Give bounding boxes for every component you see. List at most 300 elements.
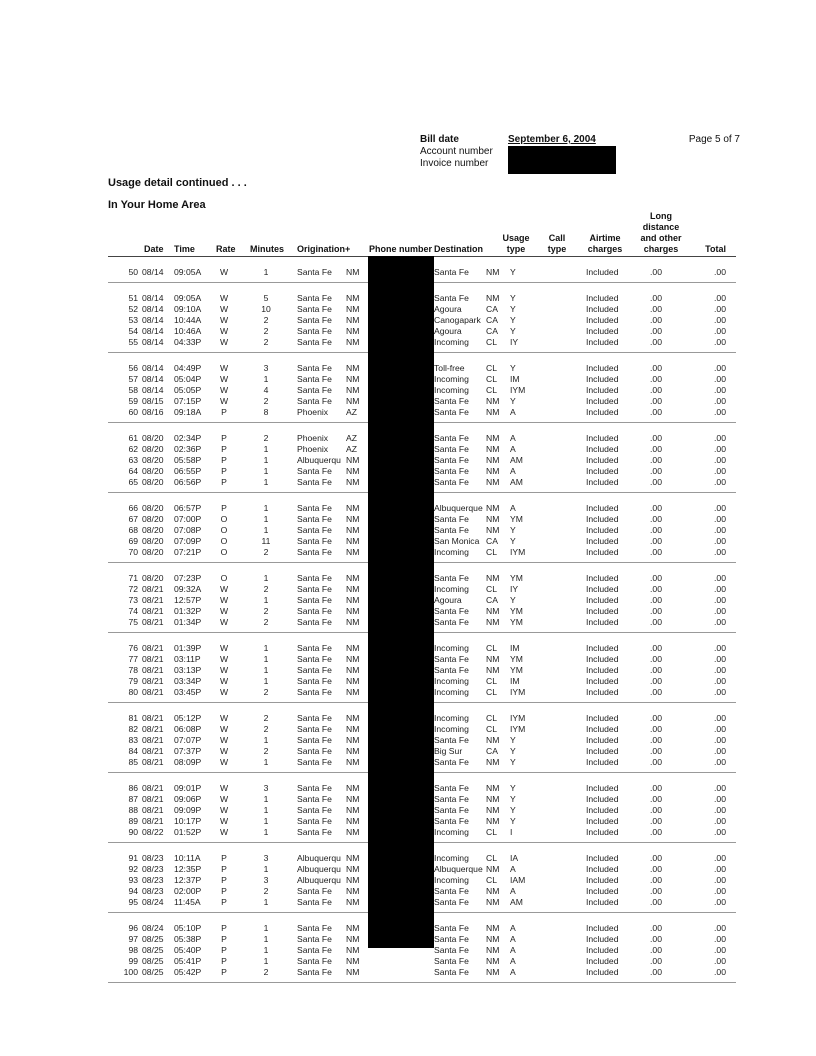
- cell-destination-city: Santa Fe: [434, 886, 469, 896]
- cell-origination-state: NM: [346, 665, 360, 675]
- cell-rate: P: [221, 886, 227, 896]
- cell-minutes: 2: [263, 606, 269, 616]
- cell-date: 08/21: [142, 724, 164, 734]
- cell-time: 09:06P: [174, 794, 202, 804]
- cell-origination-city: Santa Fe: [297, 514, 332, 524]
- cell-origination-city: Albuquerqu: [297, 875, 341, 885]
- cell-origination-city: Santa Fe: [297, 293, 332, 303]
- cell-time: 07:15P: [174, 396, 202, 406]
- cell-time: 09:09P: [174, 805, 202, 815]
- cell-rate: P: [221, 956, 227, 966]
- cell-total: .00: [714, 337, 726, 347]
- cell-total: .00: [714, 573, 726, 583]
- cell-minutes: 1: [263, 665, 269, 675]
- cell-origination-state: NM: [346, 326, 360, 336]
- cell-time: 11:45A: [174, 897, 201, 907]
- cell-destination-state: NM: [486, 816, 500, 826]
- cell-minutes: 2: [263, 687, 269, 697]
- cell-rate: O: [220, 525, 228, 535]
- cell-time: 10:46A: [174, 326, 202, 336]
- cell-index: 96: [128, 923, 138, 933]
- cell-airtime: Included: [586, 617, 619, 627]
- cell-origination-state: NM: [346, 713, 360, 723]
- cell-index: 98: [128, 945, 138, 955]
- cell-rate: W: [219, 805, 229, 815]
- cell-usage-type: A: [510, 466, 516, 476]
- cell-destination-state: NM: [486, 897, 500, 907]
- cell-total: .00: [714, 267, 726, 277]
- cell-destination-city: Santa Fe: [434, 444, 469, 454]
- cell-usage-type: A: [510, 886, 516, 896]
- cell-long-distance: .00: [650, 746, 662, 756]
- cell-usage-type: Y: [510, 746, 516, 756]
- cell-date: 08/23: [142, 886, 164, 896]
- cell-index: 59: [128, 396, 138, 406]
- cell-destination-state: CL: [486, 875, 497, 885]
- cell-total: .00: [714, 326, 726, 336]
- cell-index: 90: [128, 827, 138, 837]
- cell-origination-city: Albuquerqu: [297, 455, 341, 465]
- cell-date: 08/23: [142, 853, 164, 863]
- cell-airtime: Included: [586, 713, 619, 723]
- col-usage-type: Usage type: [502, 233, 530, 254]
- cell-origination-city: Santa Fe: [297, 337, 332, 347]
- cell-date: 08/21: [142, 746, 164, 756]
- cell-origination-city: Santa Fe: [297, 396, 332, 406]
- cell-origination-state: NM: [346, 886, 360, 896]
- col-origination: Origination+: [297, 244, 351, 254]
- cell-origination-city: Santa Fe: [297, 757, 332, 767]
- cell-rate: O: [220, 536, 228, 546]
- cell-usage-type: AM: [510, 455, 523, 465]
- cell-destination-state: CL: [486, 643, 497, 653]
- cell-destination-city: Big Sur: [434, 746, 463, 756]
- cell-index: 80: [128, 687, 138, 697]
- cell-rate: P: [221, 444, 227, 454]
- cell-minutes: 2: [263, 617, 269, 627]
- cell-time: 07:08P: [174, 525, 202, 535]
- cell-destination-state: CA: [486, 326, 498, 336]
- cell-minutes: 1: [263, 897, 269, 907]
- cell-date: 08/20: [142, 466, 164, 476]
- cell-airtime: Included: [586, 385, 619, 395]
- cell-origination-state: NM: [346, 374, 360, 384]
- cell-date: 08/20: [142, 503, 164, 513]
- cell-long-distance: .00: [650, 315, 662, 325]
- cell-origination-city: Santa Fe: [297, 643, 332, 653]
- cell-long-distance: .00: [650, 897, 662, 907]
- cell-minutes: 2: [263, 326, 269, 336]
- cell-usage-type: A: [510, 444, 516, 454]
- cell-total: .00: [714, 805, 726, 815]
- cell-destination-city: Santa Fe: [434, 606, 469, 616]
- cell-total: .00: [714, 956, 726, 966]
- cell-index: 60: [128, 407, 138, 417]
- cell-index: 70: [128, 547, 138, 557]
- cell-time: 03:13P: [174, 665, 202, 675]
- cell-destination-city: Santa Fe: [434, 923, 469, 933]
- cell-index: 99: [128, 956, 138, 966]
- cell-destination-city: Albuquerque: [434, 864, 483, 874]
- cell-total: .00: [714, 783, 726, 793]
- cell-destination-city: Santa Fe: [434, 573, 469, 583]
- cell-rate: W: [219, 337, 229, 347]
- cell-long-distance: .00: [650, 923, 662, 933]
- cell-index: 89: [128, 816, 138, 826]
- cell-minutes: 1: [263, 595, 269, 605]
- cell-rate: P: [221, 923, 227, 933]
- cell-usage-type: Y: [510, 525, 516, 535]
- cell-date: 08/21: [142, 595, 164, 605]
- cell-rate: W: [219, 326, 229, 336]
- cell-origination-state: NM: [346, 853, 360, 863]
- cell-minutes: 1: [263, 654, 269, 664]
- cell-total: .00: [714, 735, 726, 745]
- cell-destination-state: NM: [486, 794, 500, 804]
- cell-time: 02:34P: [174, 433, 202, 443]
- cell-usage-type: IYM: [510, 547, 526, 557]
- cell-usage-type: AM: [510, 897, 523, 907]
- cell-date: 08/20: [142, 573, 164, 583]
- bill-date-label: Bill date: [420, 134, 459, 145]
- cell-origination-state: NM: [346, 267, 360, 277]
- cell-index: 92: [128, 864, 138, 874]
- cell-usage-type: A: [510, 945, 516, 955]
- cell-minutes: 1: [263, 934, 269, 944]
- cell-destination-city: Santa Fe: [434, 897, 469, 907]
- cell-minutes: 1: [263, 794, 269, 804]
- cell-destination-city: Santa Fe: [434, 407, 469, 417]
- cell-date: 08/23: [142, 875, 164, 885]
- cell-destination-state: NM: [486, 864, 500, 874]
- table-row: [0, 956, 816, 967]
- cell-airtime: Included: [586, 584, 619, 594]
- cell-airtime: Included: [586, 466, 619, 476]
- cell-airtime: Included: [586, 923, 619, 933]
- cell-origination-city: Santa Fe: [297, 724, 332, 734]
- cell-date: 08/14: [142, 304, 164, 314]
- cell-date: 08/20: [142, 433, 164, 443]
- cell-total: .00: [714, 433, 726, 443]
- cell-airtime: Included: [586, 676, 619, 686]
- cell-time: 07:23P: [174, 573, 202, 583]
- cell-origination-state: NM: [346, 455, 360, 465]
- cell-time: 04:33P: [174, 337, 202, 347]
- cell-origination-city: Santa Fe: [297, 897, 332, 907]
- table-row: [0, 967, 816, 978]
- cell-destination-state: CL: [486, 687, 497, 697]
- cell-time: 03:34P: [174, 676, 202, 686]
- cell-total: .00: [714, 945, 726, 955]
- cell-origination-city: Albuquerqu: [297, 853, 341, 863]
- cell-airtime: Included: [586, 326, 619, 336]
- cell-index: 84: [128, 746, 138, 756]
- cell-minutes: 2: [263, 584, 269, 594]
- cell-rate: W: [219, 654, 229, 664]
- cell-minutes: 1: [263, 573, 269, 583]
- cell-minutes: 1: [263, 945, 269, 955]
- cell-destination-state: NM: [486, 886, 500, 896]
- cell-destination-city: Santa Fe: [434, 433, 469, 443]
- cell-total: .00: [714, 643, 726, 653]
- cell-time: 05:58P: [174, 455, 202, 465]
- cell-minutes: 2: [263, 967, 269, 977]
- cell-time: 05:42P: [174, 967, 202, 977]
- cell-origination-state: NM: [346, 337, 360, 347]
- cell-rate: W: [219, 783, 229, 793]
- cell-minutes: 1: [263, 676, 269, 686]
- cell-time: 09:01P: [174, 783, 202, 793]
- cell-time: 08:09P: [174, 757, 202, 767]
- cell-airtime: Included: [586, 687, 619, 697]
- cell-origination-state: NM: [346, 584, 360, 594]
- cell-minutes: 1: [263, 805, 269, 815]
- col-total: Total: [705, 244, 726, 254]
- cell-minutes: 1: [263, 757, 269, 767]
- cell-time: 05:38P: [174, 934, 202, 944]
- cell-destination-city: Incoming: [434, 374, 469, 384]
- cell-index: 69: [128, 536, 138, 546]
- cell-long-distance: .00: [650, 665, 662, 675]
- cell-origination-state: NM: [346, 934, 360, 944]
- cell-rate: W: [219, 584, 229, 594]
- cell-origination-state: NM: [346, 363, 360, 373]
- cell-destination-city: Incoming: [434, 643, 469, 653]
- cell-date: 08/20: [142, 525, 164, 535]
- cell-total: .00: [714, 293, 726, 303]
- cell-airtime: Included: [586, 886, 619, 896]
- cell-origination-city: Santa Fe: [297, 886, 332, 896]
- cell-long-distance: .00: [650, 267, 662, 277]
- cell-origination-state: NM: [346, 687, 360, 697]
- cell-airtime: Included: [586, 606, 619, 616]
- cell-rate: P: [221, 875, 227, 885]
- cell-rate: W: [219, 794, 229, 804]
- cell-long-distance: .00: [650, 363, 662, 373]
- cell-origination-city: Santa Fe: [297, 466, 332, 476]
- cell-rate: W: [219, 363, 229, 373]
- cell-origination-city: Santa Fe: [297, 654, 332, 664]
- cell-origination-state: NM: [346, 617, 360, 627]
- cell-usage-type: IYM: [510, 385, 526, 395]
- cell-total: .00: [714, 455, 726, 465]
- cell-usage-type: A: [510, 934, 516, 944]
- cell-destination-city: Santa Fe: [434, 396, 469, 406]
- cell-rate: W: [219, 304, 229, 314]
- cell-total: .00: [714, 525, 726, 535]
- cell-total: .00: [714, 536, 726, 546]
- cell-rate: W: [219, 606, 229, 616]
- cell-time: 10:44A: [174, 315, 202, 325]
- cell-long-distance: .00: [650, 503, 662, 513]
- cell-date: 08/21: [142, 643, 164, 653]
- cell-date: 08/14: [142, 363, 164, 373]
- cell-origination-state: NM: [346, 923, 360, 933]
- cell-airtime: Included: [586, 293, 619, 303]
- cell-total: .00: [714, 584, 726, 594]
- cell-airtime: Included: [586, 573, 619, 583]
- cell-origination-city: Santa Fe: [297, 573, 332, 583]
- cell-rate: P: [221, 503, 227, 513]
- cell-usage-type: IYM: [510, 687, 526, 697]
- cell-total: .00: [714, 665, 726, 675]
- cell-long-distance: .00: [650, 864, 662, 874]
- cell-destination-city: Incoming: [434, 853, 469, 863]
- cell-index: 73: [128, 595, 138, 605]
- cell-airtime: Included: [586, 864, 619, 874]
- cell-time: 01:34P: [174, 617, 202, 627]
- cell-destination-state: NM: [486, 573, 500, 583]
- cell-origination-city: Santa Fe: [297, 967, 332, 977]
- cell-total: .00: [714, 676, 726, 686]
- cell-usage-type: A: [510, 956, 516, 966]
- cell-airtime: Included: [586, 315, 619, 325]
- cell-usage-type: IY: [510, 337, 519, 347]
- cell-minutes: 1: [263, 827, 269, 837]
- cell-destination-city: Incoming: [434, 827, 469, 837]
- cell-airtime: Included: [586, 805, 619, 815]
- cell-time: 05:10P: [174, 923, 202, 933]
- cell-usage-type: Y: [510, 794, 516, 804]
- cell-rate: W: [219, 293, 229, 303]
- cell-origination-state: NM: [346, 875, 360, 885]
- cell-long-distance: .00: [650, 304, 662, 314]
- cell-total: .00: [714, 864, 726, 874]
- cell-long-distance: .00: [650, 514, 662, 524]
- cell-destination-state: NM: [486, 654, 500, 664]
- cell-long-distance: .00: [650, 724, 662, 734]
- cell-destination-state: NM: [486, 503, 500, 513]
- cell-destination-state: NM: [486, 267, 500, 277]
- cell-origination-city: Phoenix: [297, 407, 329, 417]
- cell-index: 51: [128, 293, 138, 303]
- cell-rate: W: [219, 665, 229, 675]
- col-call-type: Call type: [547, 233, 567, 254]
- cell-date: 08/24: [142, 897, 164, 907]
- cell-usage-type: A: [510, 967, 516, 977]
- cell-destination-state: NM: [486, 396, 500, 406]
- cell-usage-type: YM: [510, 654, 523, 664]
- col-time: Time: [174, 244, 195, 254]
- cell-origination-city: Santa Fe: [297, 617, 332, 627]
- cell-minutes: 1: [263, 455, 269, 465]
- cell-long-distance: .00: [650, 783, 662, 793]
- cell-date: 08/25: [142, 956, 164, 966]
- cell-usage-type: Y: [510, 816, 516, 826]
- cell-minutes: 2: [263, 746, 269, 756]
- cell-minutes: 2: [263, 886, 269, 896]
- cell-long-distance: .00: [650, 945, 662, 955]
- cell-rate: W: [219, 385, 229, 395]
- cell-index: 83: [128, 735, 138, 745]
- cell-long-distance: .00: [650, 374, 662, 384]
- cell-destination-city: Incoming: [434, 676, 469, 686]
- cell-origination-city: Santa Fe: [297, 267, 332, 277]
- cell-total: .00: [714, 595, 726, 605]
- cell-usage-type: Y: [510, 267, 516, 277]
- cell-rate: P: [221, 466, 227, 476]
- cell-date: 08/14: [142, 315, 164, 325]
- cell-origination-city: Santa Fe: [297, 934, 332, 944]
- cell-usage-type: AM: [510, 477, 523, 487]
- cell-origination-state: NM: [346, 654, 360, 664]
- cell-total: .00: [714, 606, 726, 616]
- cell-destination-state: CA: [486, 595, 498, 605]
- cell-minutes: 3: [263, 783, 269, 793]
- cell-airtime: Included: [586, 455, 619, 465]
- cell-index: 53: [128, 315, 138, 325]
- cell-usage-type: IM: [510, 676, 520, 686]
- cell-rate: W: [219, 827, 229, 837]
- cell-destination-city: Santa Fe: [434, 956, 469, 966]
- cell-origination-city: Santa Fe: [297, 363, 332, 373]
- cell-long-distance: .00: [650, 934, 662, 944]
- cell-index: 88: [128, 805, 138, 815]
- cell-long-distance: .00: [650, 477, 662, 487]
- cell-minutes: 2: [263, 396, 269, 406]
- cell-date: 08/20: [142, 477, 164, 487]
- cell-rate: P: [221, 967, 227, 977]
- cell-time: 02:00P: [174, 886, 202, 896]
- cell-date: 08/21: [142, 606, 164, 616]
- cell-destination-city: Santa Fe: [434, 654, 469, 664]
- cell-time: 04:49P: [174, 363, 202, 373]
- cell-destination-state: CL: [486, 547, 497, 557]
- cell-long-distance: .00: [650, 606, 662, 616]
- cell-index: 68: [128, 525, 138, 535]
- cell-total: .00: [714, 713, 726, 723]
- cell-total: .00: [714, 315, 726, 325]
- cell-minutes: 1: [263, 267, 269, 277]
- cell-long-distance: .00: [650, 573, 662, 583]
- cell-origination-city: Santa Fe: [297, 816, 332, 826]
- cell-date: 08/20: [142, 455, 164, 465]
- cell-usage-type: Y: [510, 363, 516, 373]
- cell-index: 56: [128, 363, 138, 373]
- cell-time: 12:57P: [174, 595, 202, 605]
- cell-long-distance: .00: [650, 886, 662, 896]
- cell-airtime: Included: [586, 433, 619, 443]
- cell-rate: W: [219, 315, 229, 325]
- cell-time: 01:32P: [174, 606, 202, 616]
- cell-index: 57: [128, 374, 138, 384]
- cell-destination-state: NM: [486, 525, 500, 535]
- cell-destination-state: NM: [486, 606, 500, 616]
- cell-time: 06:56P: [174, 477, 202, 487]
- cell-destination-city: Santa Fe: [434, 525, 469, 535]
- cell-index: 91: [128, 853, 138, 863]
- cell-minutes: 10: [261, 304, 271, 314]
- cell-total: .00: [714, 724, 726, 734]
- cell-destination-city: Santa Fe: [434, 293, 469, 303]
- cell-origination-state: NM: [346, 304, 360, 314]
- cell-airtime: Included: [586, 665, 619, 675]
- cell-origination-state: NM: [346, 897, 360, 907]
- cell-origination-state: NM: [346, 827, 360, 837]
- cell-index: 97: [128, 934, 138, 944]
- cell-long-distance: .00: [650, 805, 662, 815]
- cell-origination-state: NM: [346, 503, 360, 513]
- cell-destination-state: NM: [486, 956, 500, 966]
- cell-destination-city: Santa Fe: [434, 735, 469, 745]
- bill-date-value: September 6, 2004: [508, 134, 596, 145]
- cell-origination-city: Santa Fe: [297, 477, 332, 487]
- cell-time: 06:08P: [174, 724, 202, 734]
- cell-destination-city: Santa Fe: [434, 945, 469, 955]
- cell-destination-state: NM: [486, 293, 500, 303]
- cell-destination-state: CL: [486, 713, 497, 723]
- cell-minutes: 1: [263, 503, 269, 513]
